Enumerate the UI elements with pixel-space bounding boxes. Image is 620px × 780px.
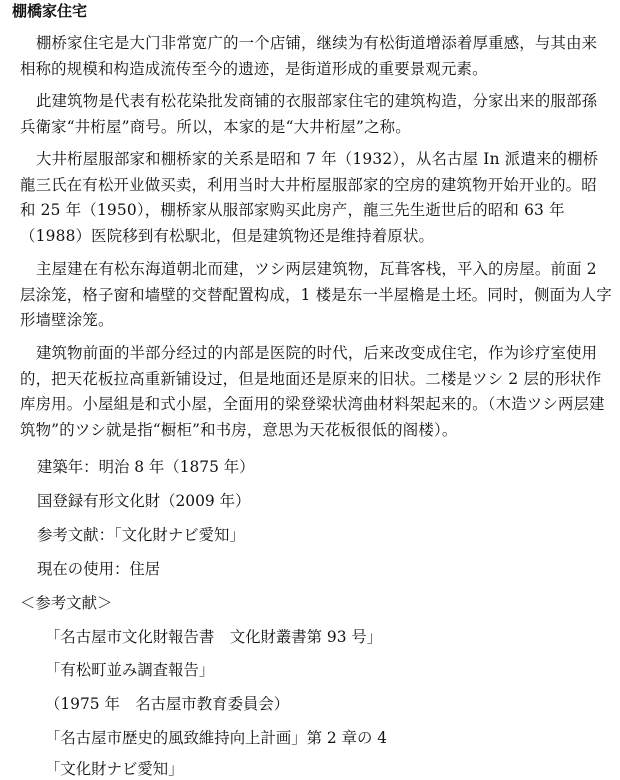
references-heading: ＜参考文献＞ xyxy=(20,594,113,612)
reference-item: （1975 年 名古屋市教育委員会） xyxy=(45,695,290,713)
reference-item: 「名古屋市文化財報告書 文化財叢書第 93 号」 xyxy=(45,628,383,646)
body-paragraph: 大井桁屋服部家和棚桥家的关系是昭和 7 年（1932），从名古屋 In 派遣来的棚桥龍三氏在有松开业做买卖，利用当时大井桁屋服部家的空房的建筑物开始开业的。昭和 25 年（1950），棚桥家从服部家购买此房产，龍三先生逝世后的昭和 63 年（1988）医院移到有松駅北，但是建筑物还是维持着原状。 xyxy=(20,150,599,245)
meta-current-use: 現在の使用：住居 xyxy=(37,560,161,578)
reference-item: 「名古屋市歴史的風致維持向上計画」第 2 章の 4 xyxy=(45,729,388,747)
page-title: 棚橋家住宅 xyxy=(12,2,88,20)
meta-registration: 国登録有形文化財（2009 年） xyxy=(37,492,251,510)
body-paragraph: 棚桥家住宅是大门非常宽广的一个店铺，继续为有松街道增添着厚重感，与其由来相称的规模和构造成流传至今的遗迹，是街道形成的重要景观元素。 xyxy=(20,34,598,78)
body-paragraph: 主屋建在有松东海道朝北而建，ツシ两层建筑物，瓦葺客栈，平入的房屋。前面 2 层涂笼，格子窗和墙壁的交替配置构成，1 楼是东一半屋檐是土坯。同时，侧面为人字形墙壁涂笼。 xyxy=(20,260,612,329)
body-paragraph: 建筑物前面的半部分经过的内部是医院的时代，后来改变成住宅，作为诊疗室使用的，把天花板拉高重新铺设过，但是地面还是原来的旧状。二楼是ツシ 2 层的形状作库房用。小屋組是和式小屋，全面用的梁登梁状湾曲材料架起来的。（木造ツシ两层建筑物”的ツシ就是指“橱柜”和书房，意思为天花板很低的阁楼）。 xyxy=(20,344,605,439)
body-paragraph: 此建筑物是代表有松花染批发商铺的衣服部家住宅的建筑构造，分家出来的服部孫兵衛家“井桁屋”商号。所以，本家的是“大井桁屋”之称。 xyxy=(20,92,598,136)
reference-item: 「有松町並み調査報告」 xyxy=(45,661,215,679)
reference-item: 「文化財ナビ愛知」 xyxy=(45,760,184,778)
meta-reference: 参考文献：「文化財ナビ愛知」 xyxy=(37,526,245,544)
meta-construction-year: 建築年：明治 8 年（1875 年） xyxy=(37,458,255,476)
